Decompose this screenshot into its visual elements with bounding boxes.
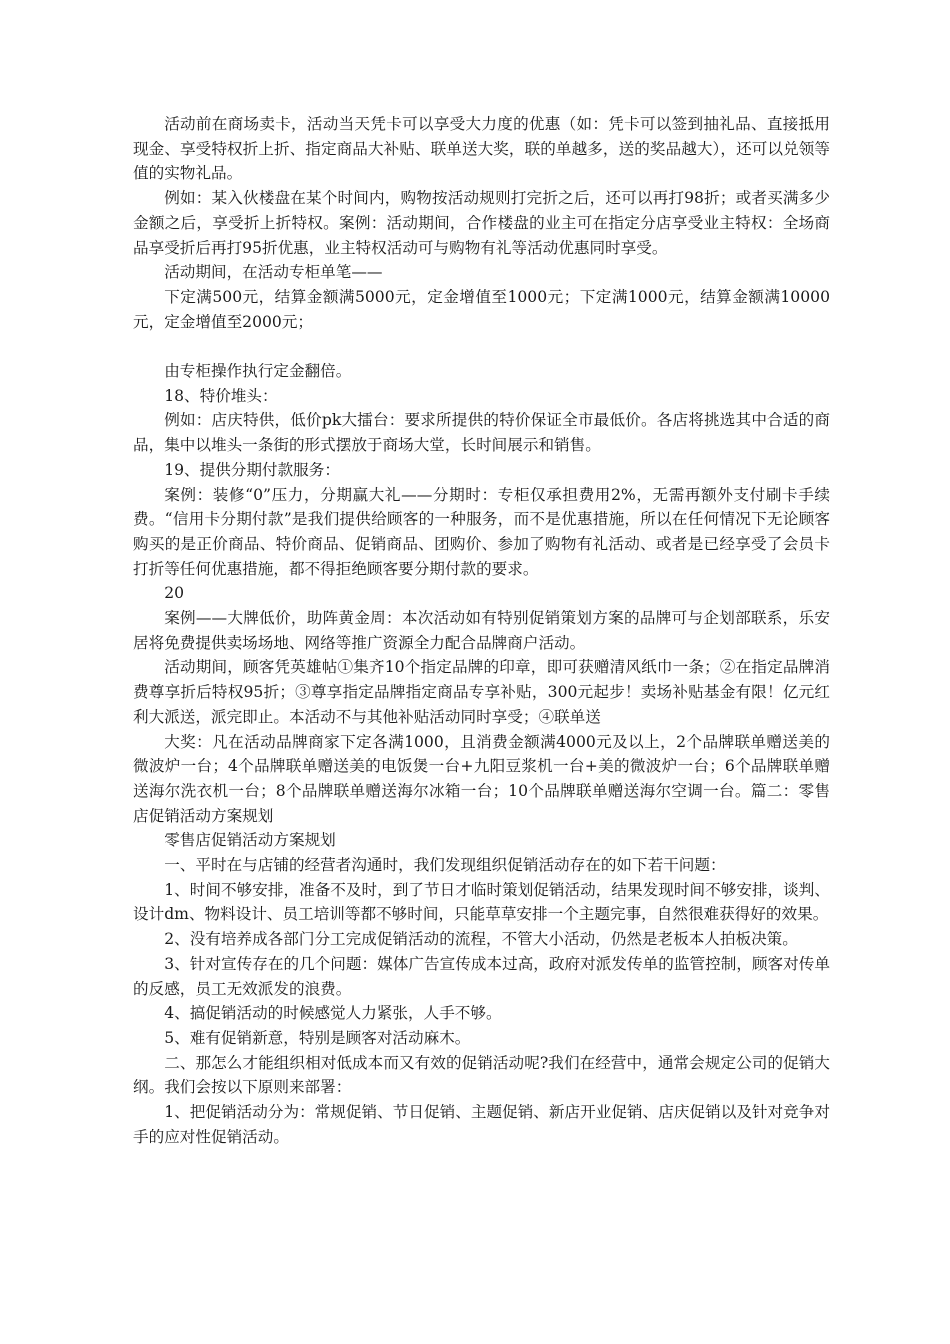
heading-18-special-price: 18、特价堆头： bbox=[164, 386, 278, 405]
list-item-4-manpower: 4、搞促销活动的时候感觉人力紧张，人手不够。 bbox=[164, 1004, 502, 1023]
paragraph-special-price-example: 例如：店庆特供，低价pk大擂台：要求所提供的特价保证全市最低价。各店将挑选其中合适的商品，集中以堆头一条街的形式摆放于商场大堂，长时间展示和销售。 bbox=[133, 411, 830, 455]
paragraph-event-period: 活动期间，顾客凭英雄帖①集齐10个指定品牌的印章，即可获赠清风纸巾一条；②在指定品牌消费尊享折后特权95折；③尊享指定品牌指定商品专享补贴，300元起步！卖场补贴基金有限！亿元红利大派送，派完即止。本活动不与其他补贴活动同时享受；④联单送 bbox=[133, 658, 830, 726]
heading-19-installment: 19、提供分期付款服务： bbox=[164, 460, 340, 479]
blank-line bbox=[133, 334, 830, 359]
heading-20: 20 bbox=[164, 584, 185, 603]
paragraph-deposit-rules: 下定满500元，结算金额满5000元，定金增值至1000元；下定满1000元，结算金额满10000元，定金增值至2000元； bbox=[133, 287, 830, 331]
paragraph-counter-order: 活动期间，在活动专柜单笔—— bbox=[164, 263, 383, 282]
paragraph-example-housing: 例如：某入伙楼盘在某个时间内，购物按活动规则打完折之后，还可以再打98折；或者买满多少金额之后，享受折上折特权。案例：活动期间，合作楼盘的业主可在指定分店享受业主特权：全场商品享受折后再打95折优惠，业主特权活动可与购物有礼等活动优惠同时享受。 bbox=[133, 189, 830, 257]
list-item-1-time: 1、时间不够安排，准备不及时，到了节日才临时策划促销活动，结果发现时间不够安排，谈判、设计dm、物料设计、员工培训等都不够时间，只能草草安排一个主题完事，自然很难获得好的效果。 bbox=[133, 880, 830, 924]
paragraph-brand-case: 案例——大牌低价，助阵黄金周：本次活动如有特别促销策划方案的品牌可与企划部联系，乐安居将免费提供卖场场地、网络等推广资源全力配合品牌商户活动。 bbox=[133, 609, 830, 652]
heading-retail-plan: 零售店促销活动方案规划 bbox=[164, 831, 336, 850]
paragraph-section-two: 二、那怎么才能组织相对低成本而又有效的促销活动呢?我们在经营中，通常会规定公司的促销大纲。我们会按以下原则来部署： bbox=[133, 1053, 830, 1097]
paragraph-deposit-double: 由专柜操作执行定金翻倍。 bbox=[164, 362, 352, 381]
paragraph-section-one: 一、平时在与店铺的经营者沟通时，我们发现组织促销活动存在的如下若干问题： bbox=[164, 856, 726, 875]
list-item-3-publicity: 3、针对宣传存在的几个问题：媒体广告宣传成本过高，政府对派发传单的监管控制，顾客对传单的反感，员工无效派发的浪费。 bbox=[133, 954, 830, 998]
paragraph-installment-case: 案例：装修“0”压力，分期赢大礼——分期时：专柜仅承担费用2%，无需再额外支付刷卡手续费。“信用卡分期付款”是我们提供给顾客的一种服务，而不是优惠措施，所以在任何情况下无论顾客购买的是正价商品、特价商品、促销商品、团购价、参加了购物有礼活动、或者是已经享受了会员卡打折等任何优惠措施，都不得拒绝顾客要分期付款的要求。 bbox=[133, 485, 830, 578]
list-item-2-process: 2、没有培养成各部门分工完成促销活动的流程，不管大小活动，仍然是老板本人拍板决策。 bbox=[164, 930, 798, 949]
list-item-1-categories: 1、把促销活动分为：常规促销、节日促销、主题促销、新店开业促销、店庆促销以及针对竞争对手的应对性促销活动。 bbox=[133, 1103, 830, 1146]
list-item-5-novelty: 5、难有促销新意，特别是顾客对活动麻木。 bbox=[164, 1029, 471, 1047]
paragraph-grand-prize: 大奖：凡在活动品牌商家下定各满1000，且消费金额满4000元及以上，2个品牌联单赠送美的微波炉一台；4个品牌联单赠送美的电饭煲一台+九阳豆浆机一台+美的微波炉一台；6个品牌联单赠送海尔洗衣机一台；8个品牌联单赠送海尔冰箱一台；10个品牌联单赠送海尔空调一台。篇二：零售店促销活动方案规划 bbox=[133, 732, 830, 825]
paragraph-card-promotion: 活动前在商场卖卡，活动当天凭卡可以享受大力度的优惠（如：凭卡可以签到抽礼品、直接抵用现金、享受特权折上折、指定商品大补贴、联单送大奖，联的单越多，送的奖品越大），还可以兑领等值的实物礼品。 bbox=[133, 115, 830, 183]
